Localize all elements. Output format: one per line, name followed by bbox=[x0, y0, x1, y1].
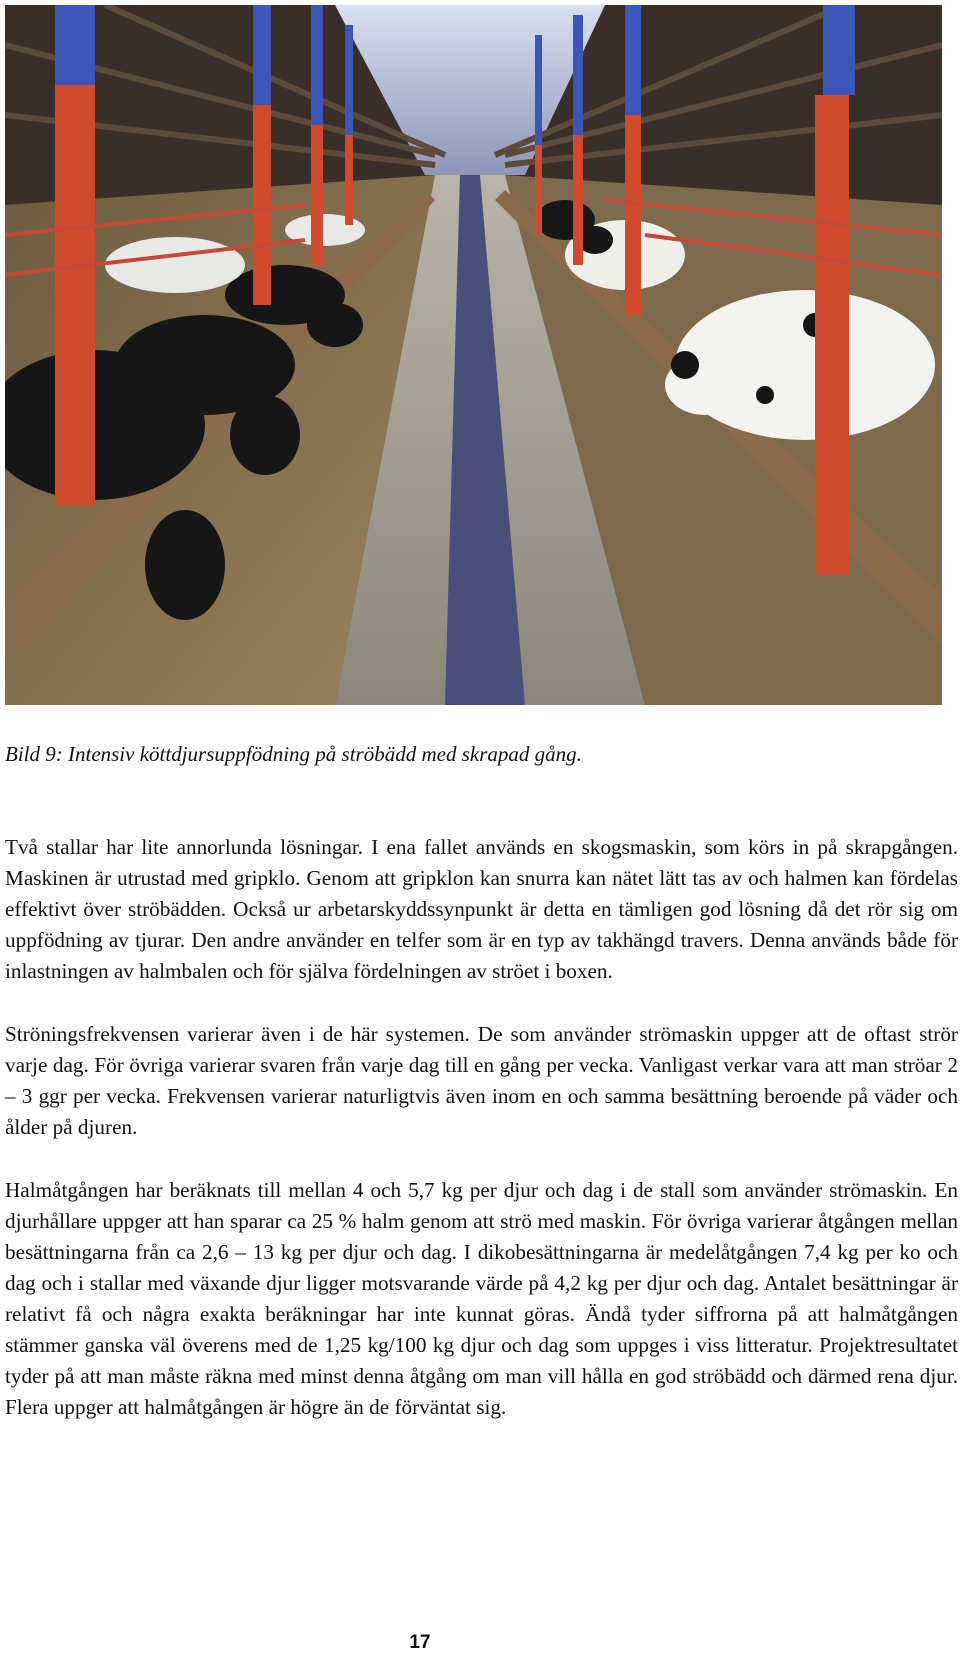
paragraph: Halmåtgången har beräknats till mellan 4 och 5,7 kg per djur och dag i de stall som använder strömaskin. En djurhållare uppger att han sparar ca 25 % halm genom att strö med maskin. För övriga varierar åtgången mellan besättningarna från ca 2,6 – 13 kg per djur och dag. I dikobesättningarna är medelåtgången 7,4 kg per ko och dag och i stallar med växande djur ligger motsvarande värde på 4,2 kg per djur och dag. Antalet besättningar är relativt få och några exakta beräkningar har inte kunnat göras. Ändå tyder siffrorna på att halmåtgången stämmer ganska väl överens med de 1,25 kg/100 kg djur och dag som uppges i viss litteratur. Projektresultatet tyder på att man måste räkna med minst denna åtgång om man vill hålla en god ströbädd och därmed rena djur. Flera uppger att halmåtgången är högre än de förväntat sig. bbox=[5, 1178, 958, 1419]
barn-photo bbox=[5, 5, 942, 705]
page-number: 17 bbox=[409, 1632, 431, 1653]
figure-caption: Bild 9: Intensiv köttdjursuppfödning på ströbädd med skrapad gång. bbox=[5, 742, 582, 766]
paragraph: Ströningsfrekvensen varierar även i de här systemen. De som använder strömaskin uppger att de oftast strör varje dag. För övriga varierar svaren från varje dag till en gång per vecka. Vanligast verkar vara att man ströar 2 – 3 ggr per vecka. Frekvensen varierar naturligtvis även inom en och samma besättning beroende på väder och ålder på djuren. bbox=[5, 1022, 958, 1139]
barn-photo-illustration bbox=[5, 5, 942, 705]
paragraph: Två stallar har lite annorlunda lösningar. I ena fallet används en skogsmaskin, som körs in på skrapgången. Maskinen är utrustad med gripklo. Genom att gripklon kan snurra kan nätet lätt tas av och halmen kan fördelas effektivt över ströbädden. Också ur arbetarskyddssynpunkt är detta en tämligen god lösning då det rör sig om uppfödning av tjurar. Den andre använder en telfer som är en typ av takhängd travers. Denna används både för inlastningen av halmbalen och för själva fördelningen av ströet i boxen. bbox=[5, 835, 958, 983]
body-text bbox=[5, 832, 958, 1455]
